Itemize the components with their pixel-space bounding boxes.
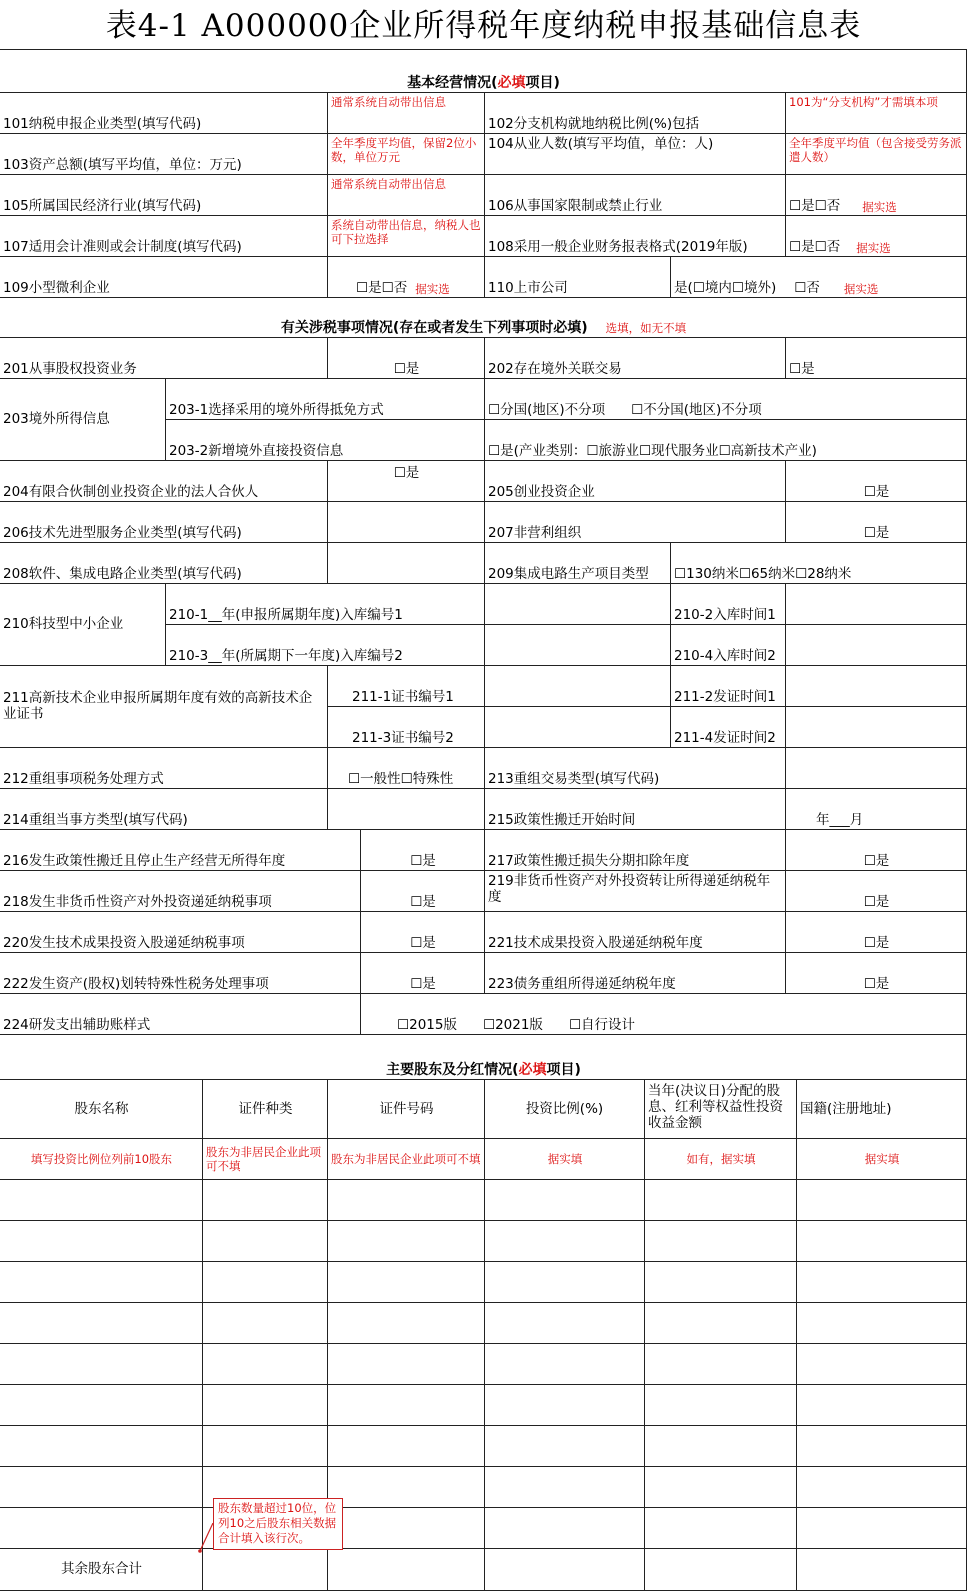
shareholder-cell-nationality[interactable] xyxy=(797,1180,967,1221)
section-shareholder-suffix: 项目) xyxy=(546,1062,581,1078)
section-basic-must: 必填 xyxy=(497,75,526,91)
row-203-1-label: 203-1选择采用的境外所得抵免方式 xyxy=(166,379,485,420)
row-108-label: 108采用一般企业财务报表格式(2019年版) xyxy=(485,216,786,257)
row-212-label: 212重组事项税务处理方式 xyxy=(0,748,328,789)
row-203-1-value[interactable] xyxy=(485,379,967,420)
shareholder-cell-ratio[interactable] xyxy=(485,1262,645,1303)
shareholder-cell-ratio[interactable] xyxy=(485,1180,645,1221)
row-109-value[interactable] xyxy=(328,257,485,298)
shareholder-cell-nationality[interactable] xyxy=(797,1426,967,1467)
row-210-4-label: 210-4入库时间2 xyxy=(671,625,786,666)
row-211-1-label: 211-1证书编号1 xyxy=(328,666,485,707)
row-204-label: 204有限合伙制创业投资企业的法人合伙人 xyxy=(0,461,328,502)
shareholder-cell-id-number[interactable] xyxy=(328,1180,485,1221)
row-207-value[interactable]: ☐是 xyxy=(786,502,967,543)
row-205-label: 205创业投资企业 xyxy=(485,461,786,502)
row-108-value[interactable] xyxy=(786,216,967,257)
row-210-3-value[interactable] xyxy=(485,625,671,666)
row-210-1-label: 210-1__年(申报所属期年度)入库编号1 xyxy=(166,584,485,625)
row-221-label: 221技术成果投资入股递延纳税年度 xyxy=(485,912,786,953)
section-shareholder-header xyxy=(0,1035,967,1080)
shareholder-cell-dividend[interactable] xyxy=(645,1221,797,1262)
col-header-dividend: 当年(决议日)分配的股息、红利等权益性投资收益金额 xyxy=(645,1080,797,1139)
shareholder-cell-name[interactable] xyxy=(0,1180,203,1221)
hint-id-number: 股东为非居民企业此项可不填 xyxy=(328,1139,485,1180)
row-220-value[interactable]: ☐是 xyxy=(361,912,485,953)
row-210-4-value[interactable] xyxy=(786,625,967,666)
col-header-nationality: 国籍(注册地址) xyxy=(797,1080,967,1139)
section-basic-suffix: 项目) xyxy=(525,75,560,91)
shareholder-cell-nationality[interactable] xyxy=(797,1344,967,1385)
shareholder-cell-id-number[interactable] xyxy=(328,1426,485,1467)
row-207-label: 207非营利组织 xyxy=(485,502,786,543)
row-213-label: 213重组交易类型(填写代码) xyxy=(485,748,786,789)
row-211-3-value[interactable] xyxy=(485,707,671,748)
row-217-value[interactable]: ☐是 xyxy=(786,830,967,871)
row-201-value[interactable]: ☐是 xyxy=(328,338,485,379)
section-basic-prefix: 基本经营情况( xyxy=(407,75,498,91)
row-211-2-value[interactable] xyxy=(786,666,967,707)
row-221-value[interactable]: ☐是 xyxy=(786,912,967,953)
shareholder-cell-nationality[interactable] xyxy=(797,1303,967,1344)
row-222-label: 222发生资产(股权)划转特殊性税务处理事项 xyxy=(0,953,361,994)
note-connector xyxy=(198,1523,214,1553)
row-203-2-value[interactable]: ☐是(产业类别：☐旅游业☐现代服务业☐高新技术产业) xyxy=(485,420,967,461)
col-header-name: 股东名称 xyxy=(0,1080,203,1139)
shareholder-cell-id-number[interactable] xyxy=(328,1385,485,1426)
row-223-value[interactable]: ☐是 xyxy=(786,953,967,994)
shareholder-cell-nationality[interactable] xyxy=(797,1221,967,1262)
section-tax-label: 有关涉税事项情况(存在或者发生下列事项时必填) xyxy=(280,320,588,336)
hint-id-type: 股东为非居民企业此项可不填 xyxy=(203,1139,328,1180)
other-cell-dividend[interactable] xyxy=(645,1549,797,1591)
row-203-label: 203境外所得信息 xyxy=(0,379,166,461)
shareholder-cell-ratio[interactable] xyxy=(485,1467,645,1508)
col-header-id-number: 证件号码 xyxy=(328,1080,485,1139)
row-105-label: 105所属国民经济行业(填写代码) xyxy=(0,175,328,216)
row-217-label: 217政策性搬迁损失分期扣除年度 xyxy=(485,830,786,871)
row-206-label: 206技术先进型服务企业类型(填写代码) xyxy=(0,502,328,543)
row-211-4-value[interactable] xyxy=(786,707,967,748)
shareholder-cell-nationality[interactable] xyxy=(797,1467,967,1508)
other-cell-id-type[interactable] xyxy=(203,1549,328,1591)
row-210-1-value[interactable] xyxy=(485,584,671,625)
row-110-option-no[interactable]: ☐否 xyxy=(794,280,820,296)
row-109-label: 109小型微利企业 xyxy=(0,257,328,298)
section-shareholder-must: 必填 xyxy=(518,1062,547,1078)
row-223-label: 223债务重组所得递延纳税年度 xyxy=(485,953,786,994)
row-110-value[interactable] xyxy=(671,257,967,298)
shareholder-cell-nationality[interactable] xyxy=(797,1508,967,1549)
shareholder-cell-id-type[interactable] xyxy=(203,1262,328,1303)
shareholder-cell-id-type[interactable] xyxy=(203,1385,328,1426)
shareholder-cell-ratio[interactable] xyxy=(485,1426,645,1467)
row-210-2-label: 210-2入库时间1 xyxy=(671,584,786,625)
shareholder-cell-dividend[interactable] xyxy=(645,1426,797,1467)
hint-dividend: 如有，据实填 xyxy=(645,1139,797,1180)
row-110-note: 据实选 xyxy=(843,282,879,296)
other-cell-id-number[interactable] xyxy=(328,1549,485,1591)
row-218-value[interactable]: ☐是 xyxy=(361,871,485,912)
shareholder-cell-dividend[interactable] xyxy=(645,1262,797,1303)
row-104-label: 104从业人数(填写平均值，单位：人) xyxy=(485,134,786,175)
row-108-option[interactable]: ☐是☐否 xyxy=(789,239,841,255)
row-210-label: 210科技型中小企业 xyxy=(0,584,166,666)
shareholder-cell-dividend[interactable] xyxy=(645,1344,797,1385)
row-109-option[interactable]: ☐是☐否 xyxy=(356,280,408,296)
row-210-3-label: 210-3__年(所属期下一年度)入库编号2 xyxy=(166,625,485,666)
row-213-value[interactable] xyxy=(786,748,967,789)
row-216-label: 216发生政策性搬迁且停止生产经营无所得年度 xyxy=(0,830,361,871)
row-212-value[interactable]: ☐一般性☐特殊性 xyxy=(328,748,485,789)
row-218-label: 218发生非货币性资产对外投资递延纳税事项 xyxy=(0,871,361,912)
shareholder-cell-id-type[interactable] xyxy=(203,1426,328,1467)
row-215-value[interactable]: 年___月 xyxy=(786,789,967,830)
shareholder-cell-id-number[interactable] xyxy=(328,1467,485,1508)
row-107-value[interactable]: 系统自动带出信息，纳税人也可下拉选择 xyxy=(328,216,485,257)
row-203-1-option-b[interactable]: ☐不分国(地区)不分项 xyxy=(631,402,762,418)
row-219-label: 219非货币性资产对外投资转让所得递延纳税年度 xyxy=(485,871,786,912)
row-108-note: 据实选 xyxy=(856,241,891,255)
shareholder-cell-ratio[interactable] xyxy=(485,1385,645,1426)
row-214-label: 214重组当事方类型(填写代码) xyxy=(0,789,328,830)
shareholder-cell-ratio[interactable] xyxy=(485,1221,645,1262)
row-215-label: 215政策性搬迁开始时间 xyxy=(485,789,786,830)
shareholder-cell-id-number[interactable] xyxy=(328,1262,485,1303)
row-110-option-yes[interactable]: 是(☐境内☐境外) xyxy=(674,280,777,296)
shareholder-cell-name[interactable] xyxy=(0,1467,203,1508)
row-211-1-value[interactable] xyxy=(485,666,671,707)
row-201-label: 201从事股权投资业务 xyxy=(0,338,328,379)
col-header-ratio: 投资比例(%) xyxy=(485,1080,645,1139)
shareholder-cell-id-number[interactable] xyxy=(328,1303,485,1344)
hint-name: 填写投资比例位列前10股东 xyxy=(0,1139,203,1180)
row-211-label: 211高新技术企业申报所属期年度有效的高新技术企业证书 xyxy=(0,666,328,748)
section-shareholder-prefix: 主要股东及分红情况( xyxy=(386,1062,519,1078)
row-107-label: 107适用会计准则或会计制度(填写代码) xyxy=(0,216,328,257)
row-206-value[interactable] xyxy=(328,502,485,543)
row-202-value[interactable]: ☐是 xyxy=(786,338,967,379)
row-106-note: 据实选 xyxy=(862,200,897,214)
shareholder-cell-nationality[interactable] xyxy=(797,1385,967,1426)
shareholder-cell-id-type[interactable] xyxy=(203,1303,328,1344)
shareholder-cell-name[interactable] xyxy=(0,1508,203,1549)
shareholder-cell-dividend[interactable] xyxy=(645,1467,797,1508)
shareholder-cell-name[interactable] xyxy=(0,1221,203,1262)
row-209-label: 209集成电路生产项目类型 xyxy=(485,543,671,584)
shareholder-cell-ratio[interactable] xyxy=(485,1508,645,1549)
row-204-value[interactable]: ☐是 xyxy=(328,461,485,502)
shareholder-cell-name[interactable] xyxy=(0,1426,203,1467)
row-203-2-label: 203-2新增境外直接投资信息 xyxy=(166,420,485,461)
page-title: 表4-1 A000000企业所得税年度纳税申报基础信息表 xyxy=(105,8,862,44)
row-106-option[interactable]: ☐是☐否 xyxy=(789,198,841,214)
row-103-label: 103资产总额(填写平均值，单位：万元) xyxy=(0,134,328,175)
row-203-1-option-a[interactable]: ☐分国(地区)不分项 xyxy=(488,402,606,418)
row-208-label: 208软件、集成电路企业类型(填写代码) xyxy=(0,543,328,584)
row-216-value[interactable]: ☐是 xyxy=(361,830,485,871)
shareholder-cell-name[interactable] xyxy=(0,1262,203,1303)
shareholder-cell-dividend[interactable] xyxy=(645,1508,797,1549)
row-211-4-label: 211-4发证时间2 xyxy=(671,707,786,748)
shareholder-cell-ratio[interactable] xyxy=(485,1344,645,1385)
section-tax-note: 选填，如无不填 xyxy=(605,321,687,335)
section-tax-header xyxy=(0,298,967,338)
shareholder-cell-dividend[interactable] xyxy=(645,1303,797,1344)
shareholder-cell-id-number[interactable] xyxy=(328,1221,485,1262)
row-224-option-2015[interactable]: ☐2015版 xyxy=(397,1017,457,1033)
row-102-label: 102分支机构就地纳税比例(%)包括 xyxy=(485,93,786,134)
other-cell-nationality[interactable] xyxy=(797,1549,967,1591)
shareholder-cell-id-number[interactable] xyxy=(328,1344,485,1385)
row-224-label: 224研发支出辅助账样式 xyxy=(0,994,361,1035)
row-105-value[interactable]: 通常系统自动带出信息 xyxy=(328,175,485,216)
row-202-label: 202存在境外关联交易 xyxy=(485,338,786,379)
row-other-shareholders: 其余股东合计 xyxy=(0,1549,203,1591)
shareholder-cell-name[interactable] xyxy=(0,1385,203,1426)
row-214-value[interactable] xyxy=(328,789,485,830)
row-106-label: 106从事国家限制或禁止行业 xyxy=(485,175,786,216)
col-header-id-type: 证件种类 xyxy=(203,1080,328,1139)
row-224-option-custom[interactable]: ☐自行设计 xyxy=(568,1017,636,1033)
row-104-value[interactable]: 全年季度平均值（包含接受劳务派遣人数） xyxy=(786,134,967,175)
shareholder-cell-ratio[interactable] xyxy=(485,1303,645,1344)
row-210-2-value[interactable] xyxy=(786,584,967,625)
row-211-2-label: 211-2发证时间1 xyxy=(671,666,786,707)
row-219-value[interactable]: ☐是 xyxy=(786,871,967,912)
shareholder-cell-name[interactable] xyxy=(0,1344,203,1385)
row-224-option-2021[interactable]: ☐2021版 xyxy=(482,1017,543,1033)
row-109-note: 据实选 xyxy=(415,282,450,296)
shareholder-cell-nationality[interactable] xyxy=(797,1262,967,1303)
shareholder-cell-dividend[interactable] xyxy=(645,1180,797,1221)
row-110-label: 110上市公司 xyxy=(485,257,671,298)
shareholder-cell-dividend[interactable] xyxy=(645,1385,797,1426)
section-basic-header xyxy=(0,50,967,93)
shareholder-cell-id-type[interactable] xyxy=(203,1344,328,1385)
row-205-value[interactable]: ☐是 xyxy=(786,461,967,502)
row-103-value[interactable]: 全年季度平均值，保留2位小数，单位万元 xyxy=(328,134,485,175)
row-101-value[interactable]: 通常系统自动带出信息 xyxy=(328,93,485,134)
row-211-3-label: 211-3证书编号2 xyxy=(328,707,485,748)
row-209-value[interactable]: ☐130纳米☐65纳米☐28纳米 xyxy=(671,543,967,584)
row-224-value[interactable] xyxy=(361,994,967,1035)
hint-ratio: 据实填 xyxy=(485,1139,645,1180)
shareholder-cell-name[interactable] xyxy=(0,1303,203,1344)
hint-nationality: 据实填 xyxy=(797,1139,967,1180)
row-220-label: 220发生技术成果投资入股递延纳税事项 xyxy=(0,912,361,953)
shareholder-cell-id-type[interactable] xyxy=(203,1221,328,1262)
row-106-value[interactable] xyxy=(786,175,967,216)
row-208-value[interactable] xyxy=(328,543,485,584)
shareholder-cell-id-number[interactable] xyxy=(328,1508,485,1549)
row-102-value[interactable]: 101为“分支机构”才需填本项 xyxy=(786,93,967,134)
row-222-value[interactable]: ☐是 xyxy=(361,953,485,994)
shareholder-cell-id-type[interactable] xyxy=(203,1180,328,1221)
note-callout: 股东数量超过10位，位列10之后股东相关数据合计填入该行次。 xyxy=(213,1498,343,1550)
row-101-label: 101纳税申报企业类型(填写代码) xyxy=(0,93,328,134)
other-cell-ratio[interactable] xyxy=(485,1549,645,1591)
